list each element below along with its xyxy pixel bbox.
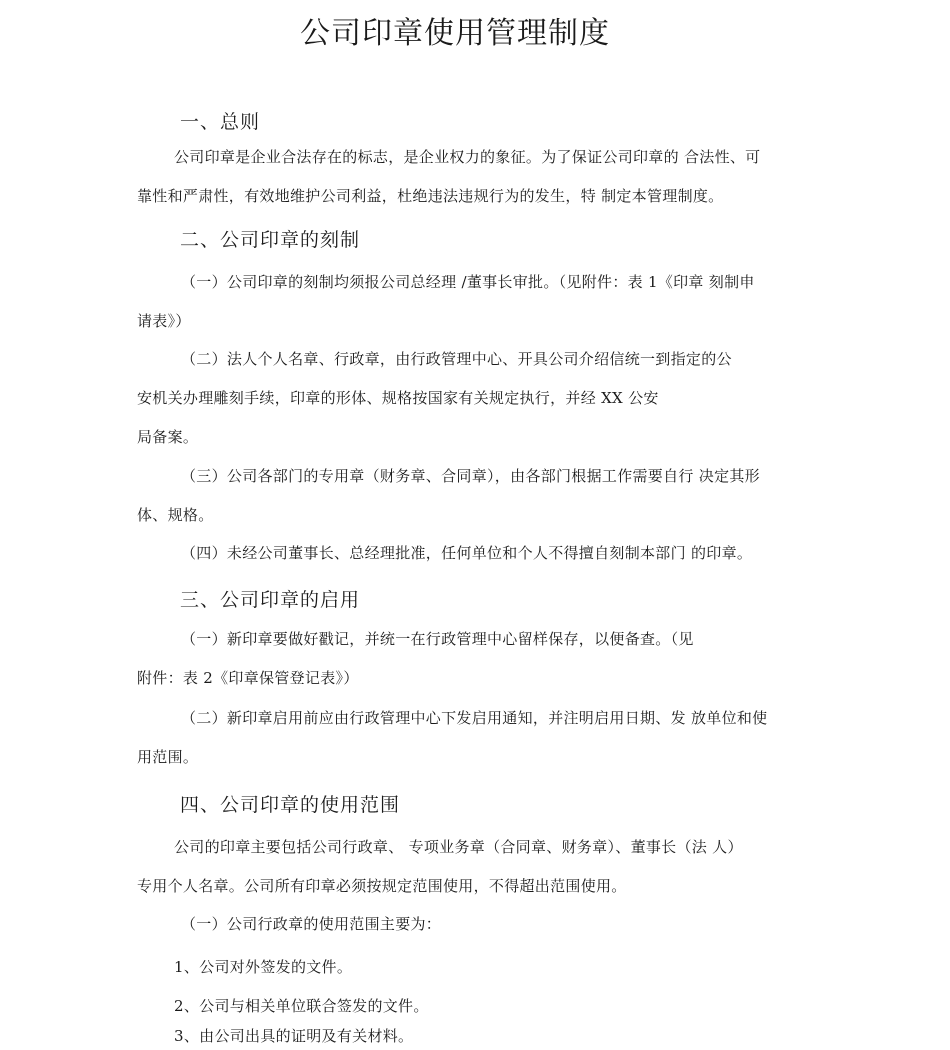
- paragraph-line: （三）公司各部门的专用章（财务章、合同章），由各部门根据工作需要自行 决定其形: [181, 467, 760, 485]
- list-item: 3、由公司出具的证明及有关材料。: [174, 1027, 414, 1045]
- paragraph-line: 靠性和严肃性，有效地维护公司利益，杜绝违法违规行为的发生，特 制定本管理制度。: [137, 187, 724, 205]
- paragraph-line: （四）未经公司董事长、总经理批准，任何单位和个人不得擅自刻制本部门 的印章。: [181, 544, 753, 562]
- paragraph-line: 公司印章是企业合法存在的标志，是企业权力的象征。为了保证公司印章的 合法性、可: [174, 148, 761, 166]
- section-heading-engraving: 二、公司印章的刻制: [180, 229, 361, 251]
- paragraph-line: 专用个人名章。公司所有印章必须按规定范围使用，不得超出范围使用。: [137, 877, 627, 895]
- paragraph-line: 公司的印章主要包括公司行政章、 专项业务章（合同章、财务章）、董事长（法 人）: [174, 838, 743, 856]
- section-heading-scope: 四、公司印章的使用范围: [180, 794, 401, 816]
- paragraph-line: （一）公司印章的刻制均须报公司总经理 /董事长审批。（见附件：表 1《印章 刻制申: [181, 273, 755, 291]
- paragraph-line: 体、规格。: [137, 506, 214, 524]
- paragraph-line: 局备案。: [137, 428, 199, 446]
- section-heading-activation: 三、公司印章的启用: [180, 589, 361, 611]
- paragraph-line: （一）公司行政章的使用范围主要为：: [181, 915, 442, 933]
- paragraph-line: 附件：表 2《印章保管登记表》）: [137, 669, 359, 687]
- list-item: 2、公司与相关单位联合签发的文件。: [174, 997, 429, 1015]
- paragraph-line: 用范围。: [137, 748, 199, 766]
- list-item: 1、公司对外签发的文件。: [174, 958, 353, 976]
- paragraph-line: （二）法人个人名章、行政章，由行政管理中心、开具公司介绍信统一到指定的公: [181, 350, 732, 368]
- page-title: 公司印章使用管理制度: [300, 16, 610, 51]
- section-heading-general: 一、总则: [180, 111, 261, 133]
- paragraph-line: 请表》）: [137, 312, 191, 330]
- paragraph-line: （二）新印章启用前应由行政管理中心下发启用通知，并注明启用日期、发 放单位和使: [181, 709, 768, 727]
- paragraph-line: （一）新印章要做好戳记，并统一在行政管理中心留样保存，以便备查。（见: [181, 630, 694, 648]
- paragraph-line: 安机关办理雕刻手续，印章的形体、规格按国家有关规定执行，并经 XX 公安: [137, 389, 659, 407]
